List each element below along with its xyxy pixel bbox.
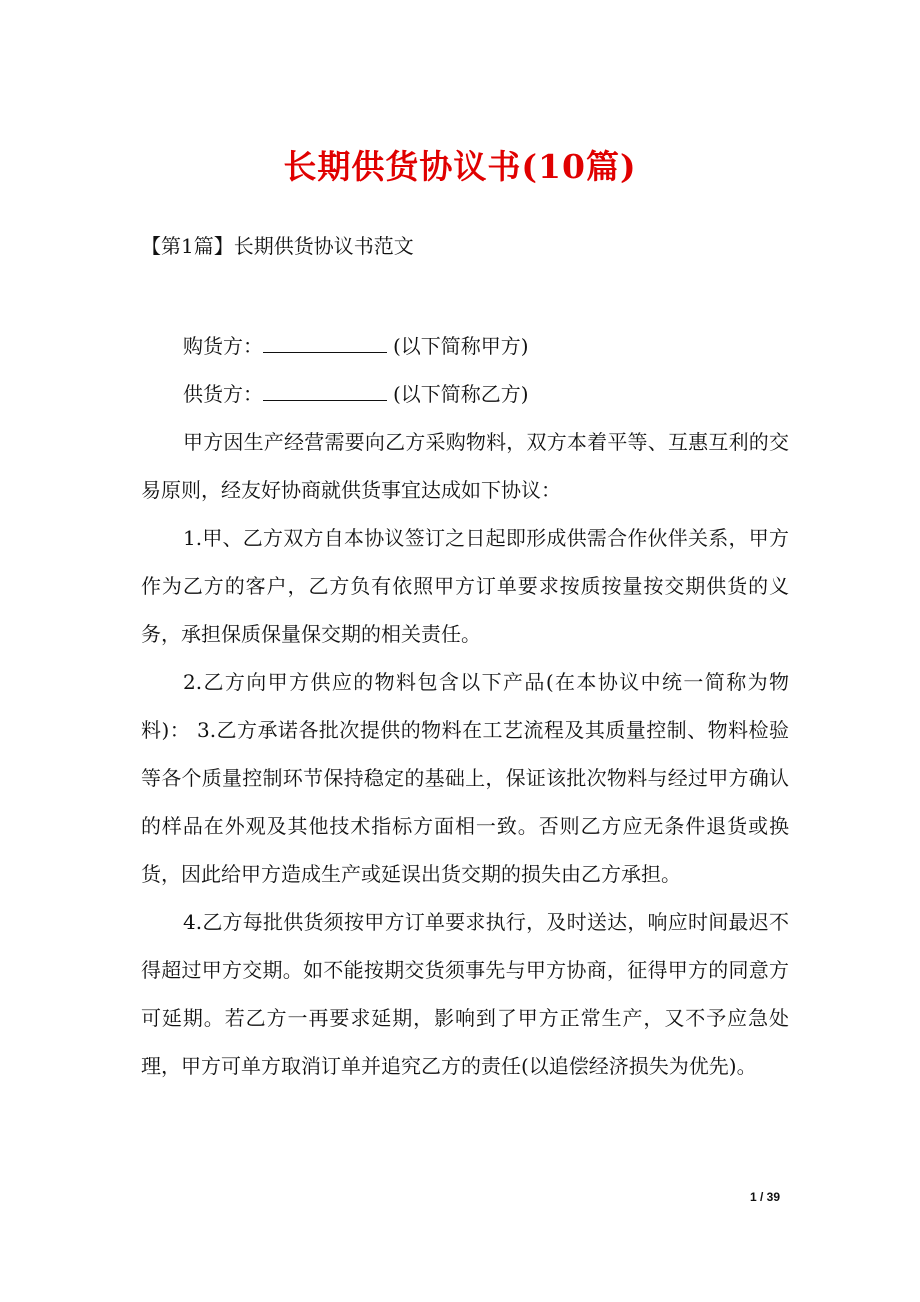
paragraph-clause-4: 4.乙方每批供货须按甲方订单要求执行，及时送达，响应时间最迟不得超过甲方交期。如不能按期交货须事先与甲方协商，征得甲方的同意方可延期。若乙方一再要求延期，影响到了甲方正常生产，又不予应急处理，甲方可单方取消订单并追究乙方的责任(以追偿经济损失为优先)。 bbox=[141, 910, 789, 1078]
paragraph-clause-2-3: 2.乙方向甲方供应的物料包含以下产品(在本协议中统一简称为物料)： 3.乙方承诺各批次提供的物料在工艺流程及其质量控制、物料检验等各个质量控制环节保持稳定的基础上，保证该批次物料与经过甲方确认的样品在外观及其他技术指标方面相一致。否则乙方应无条件退货或换货，因此给甲方造成生产或延误出货交期的损失由乙方承担。 bbox=[141, 670, 789, 886]
supplier-blank bbox=[263, 378, 387, 401]
section-heading: 【第1篇】长期供货协议书范文 bbox=[141, 234, 414, 258]
document-body bbox=[141, 322, 789, 1090]
page-indicator: 1 / 39 bbox=[749, 1190, 780, 1204]
buyer-label: 购货方： bbox=[183, 334, 263, 358]
paragraph-intro: 甲方因生产经营需要向乙方采购物料，双方本着平等、互惠互利的交易原则，经友好协商就供货事宜达成如下协议： bbox=[141, 430, 789, 502]
document-title: 长期供货协议书(10篇) bbox=[283, 147, 637, 186]
supplier-label: 供货方： bbox=[183, 382, 263, 406]
supplier-note: (以下简称乙方) bbox=[393, 382, 529, 406]
buyer-note: (以下简称甲方) bbox=[393, 334, 529, 358]
buyer-line bbox=[141, 322, 789, 370]
buyer-blank bbox=[263, 330, 387, 353]
supplier-line bbox=[141, 370, 789, 418]
paragraph-clause-1: 1.甲、乙方双方自本协议签订之日起即形成供需合作伙伴关系，甲方作为乙方的客户，乙方负有依照甲方订单要求按质按量按交期供货的义务，承担保质保量保交期的相关责任。 bbox=[141, 526, 789, 646]
